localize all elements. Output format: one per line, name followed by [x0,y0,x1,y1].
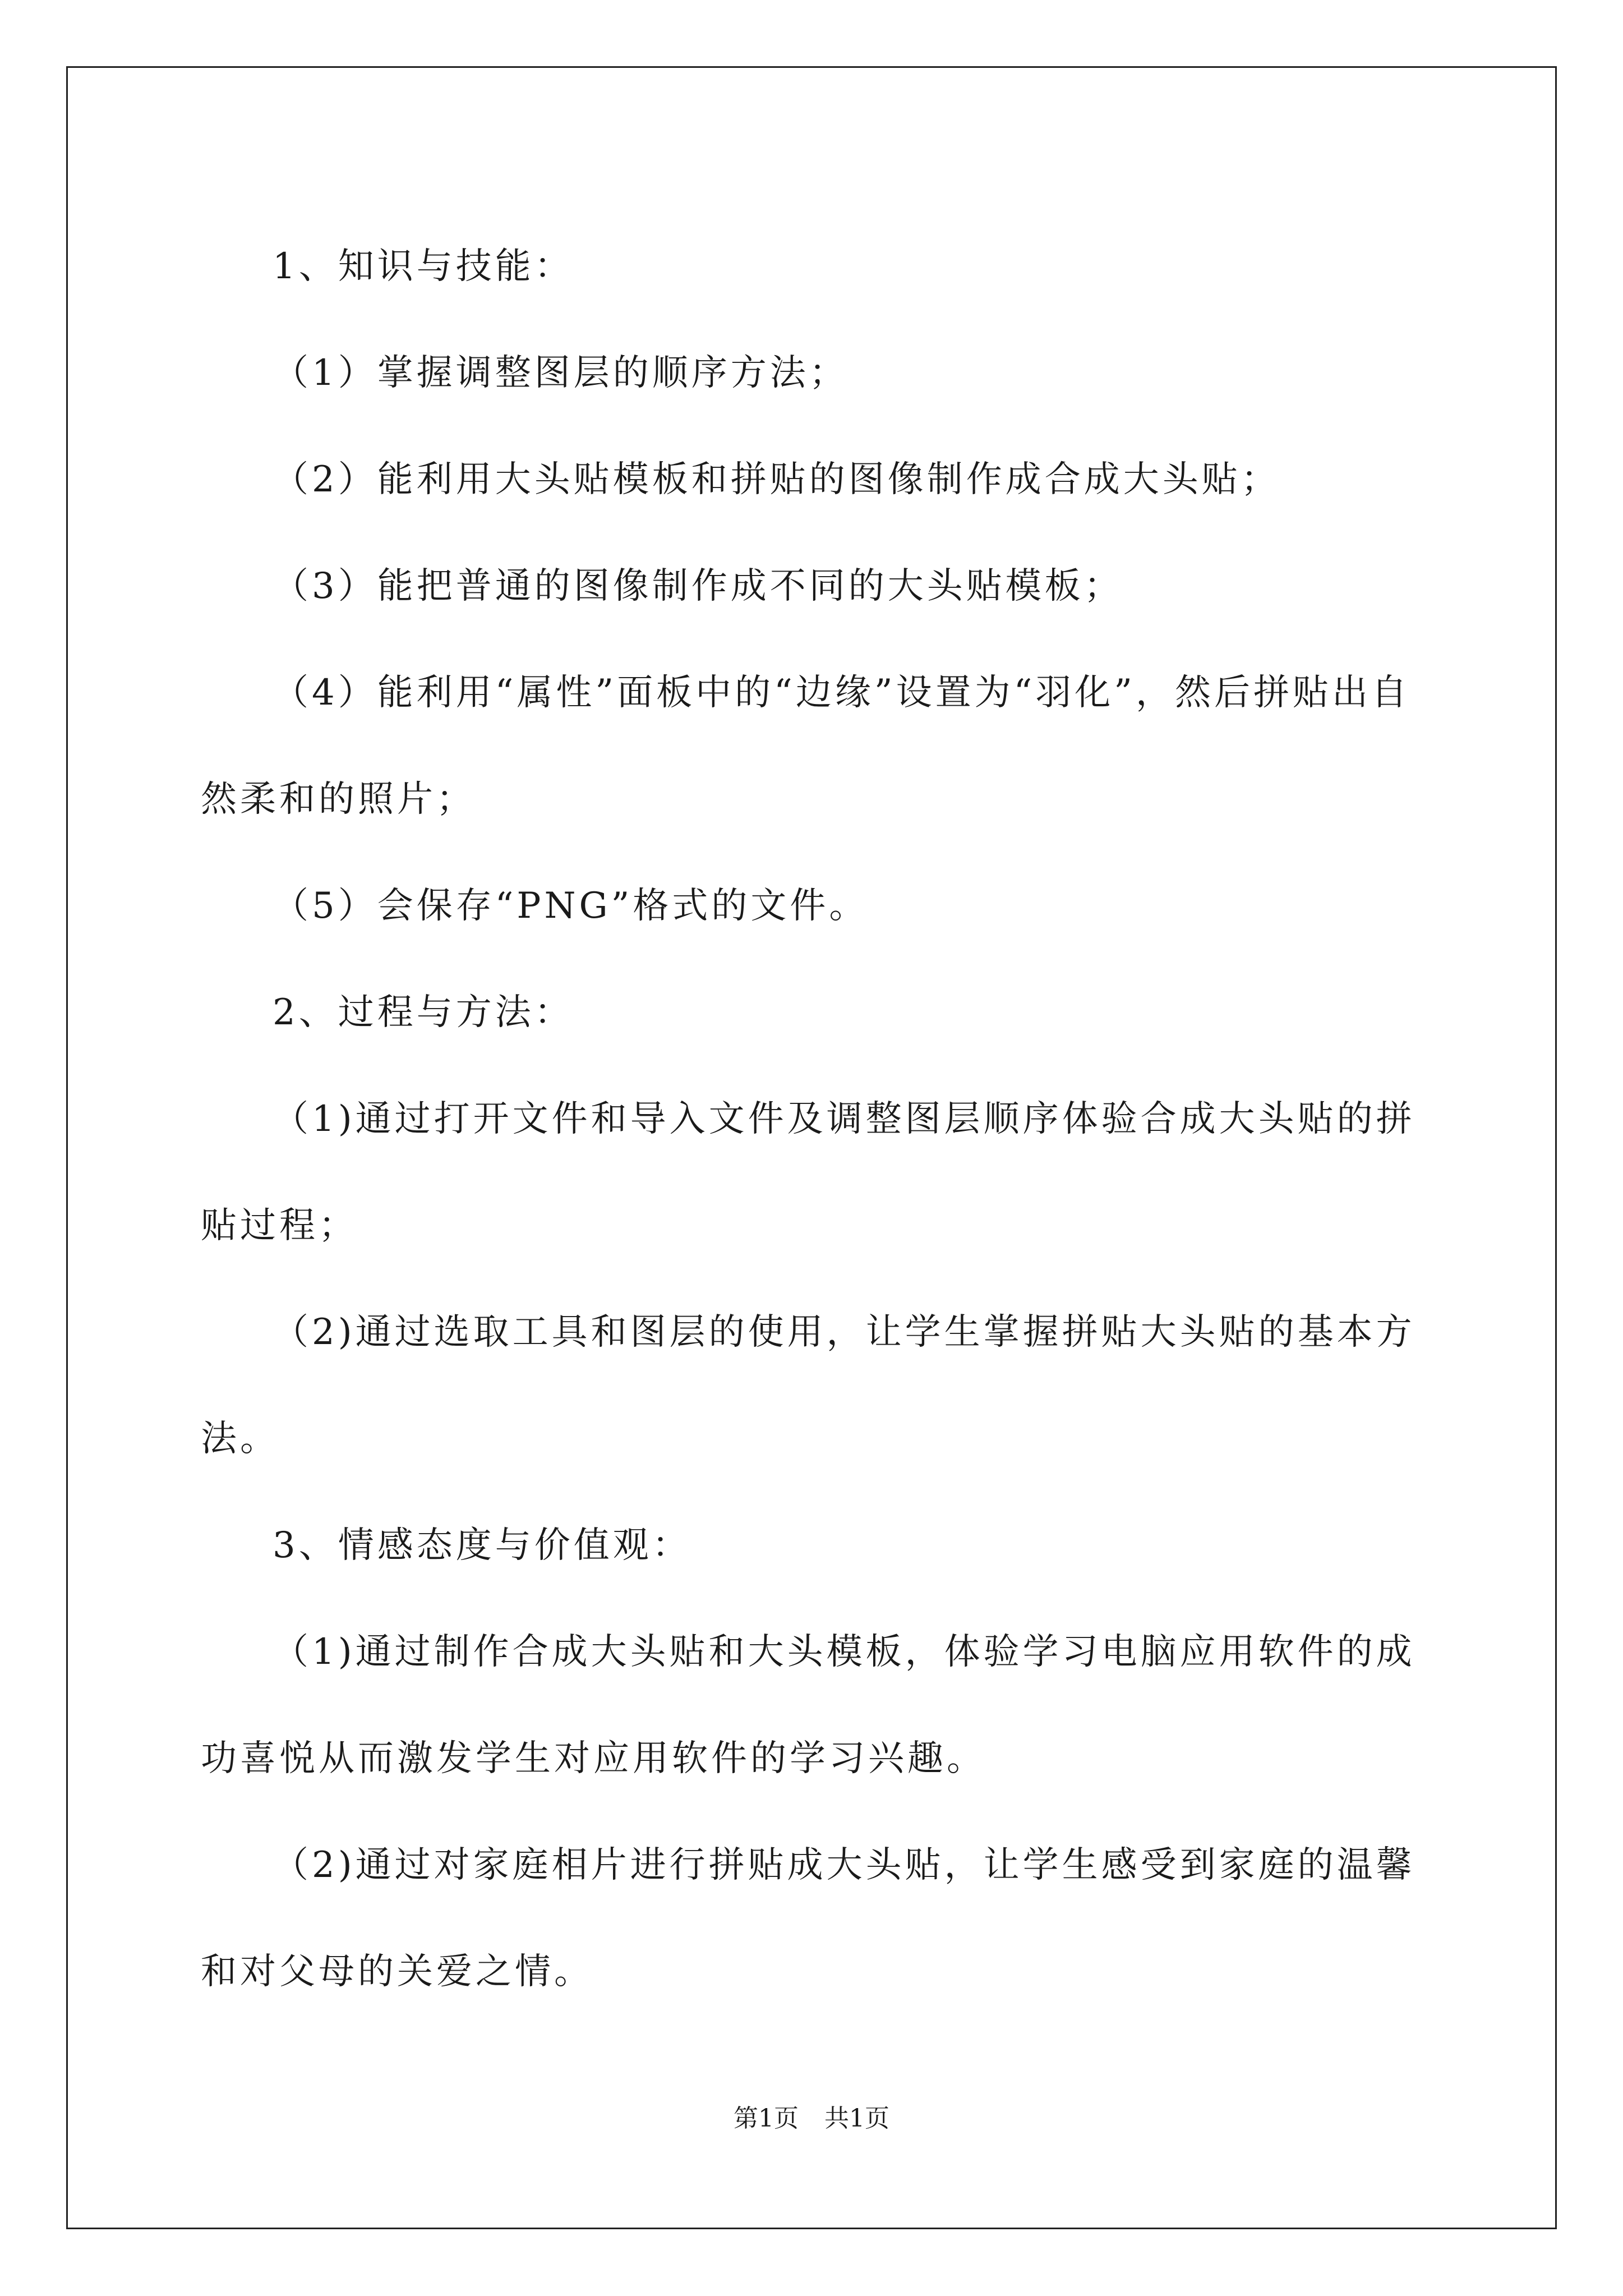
total-pages: 共1页 [824,2104,889,2133]
list-item: （2)通过选取工具和图层的使用，让学生掌握拼贴大头贴的基本方法。 [201,1312,1415,1460]
list-item: （5）会保存“PNG”格式的文件。 [273,885,869,927]
list-item: （4）能利用“属性”面板中的“边缘”设置为“羽化”，然后拼贴出自然柔和的照片； [201,672,1411,820]
list-item: （3）能把普通的图像制作成不同的大头贴模板； [273,565,1123,607]
list-item: （2)通过对家庭相片进行拼贴成大头贴，让学生感受到家庭的温馨和对父母的关爱之情。 [201,1844,1415,1993]
heading-emotion-values: 3、情感态度与价值观： [273,1525,691,1566]
document-body [201,213,1435,2025]
list-item: （1）掌握调整图层的顺序方法； [273,352,849,394]
heading-process-methods: 2、过程与方法： [273,992,574,1033]
page-footer [0,2098,1623,2134]
list-item: （1)通过打开文件和导入文件及调整图层顺序体验合成大头贴的拼贴过程； [201,1098,1415,1246]
heading-knowledge-skills: 1、知识与技能： [273,246,574,287]
list-item: （1)通过制作合成大头贴和大头模板，体验学习电脑应用软件的成功喜悦从而激发学生对应用软件的学习兴趣。 [201,1631,1415,1779]
list-item: （2）能利用大头贴模板和拼贴的图像制作成合成大头贴； [273,459,1280,500]
current-page-number: 第1页 [734,2104,799,2133]
